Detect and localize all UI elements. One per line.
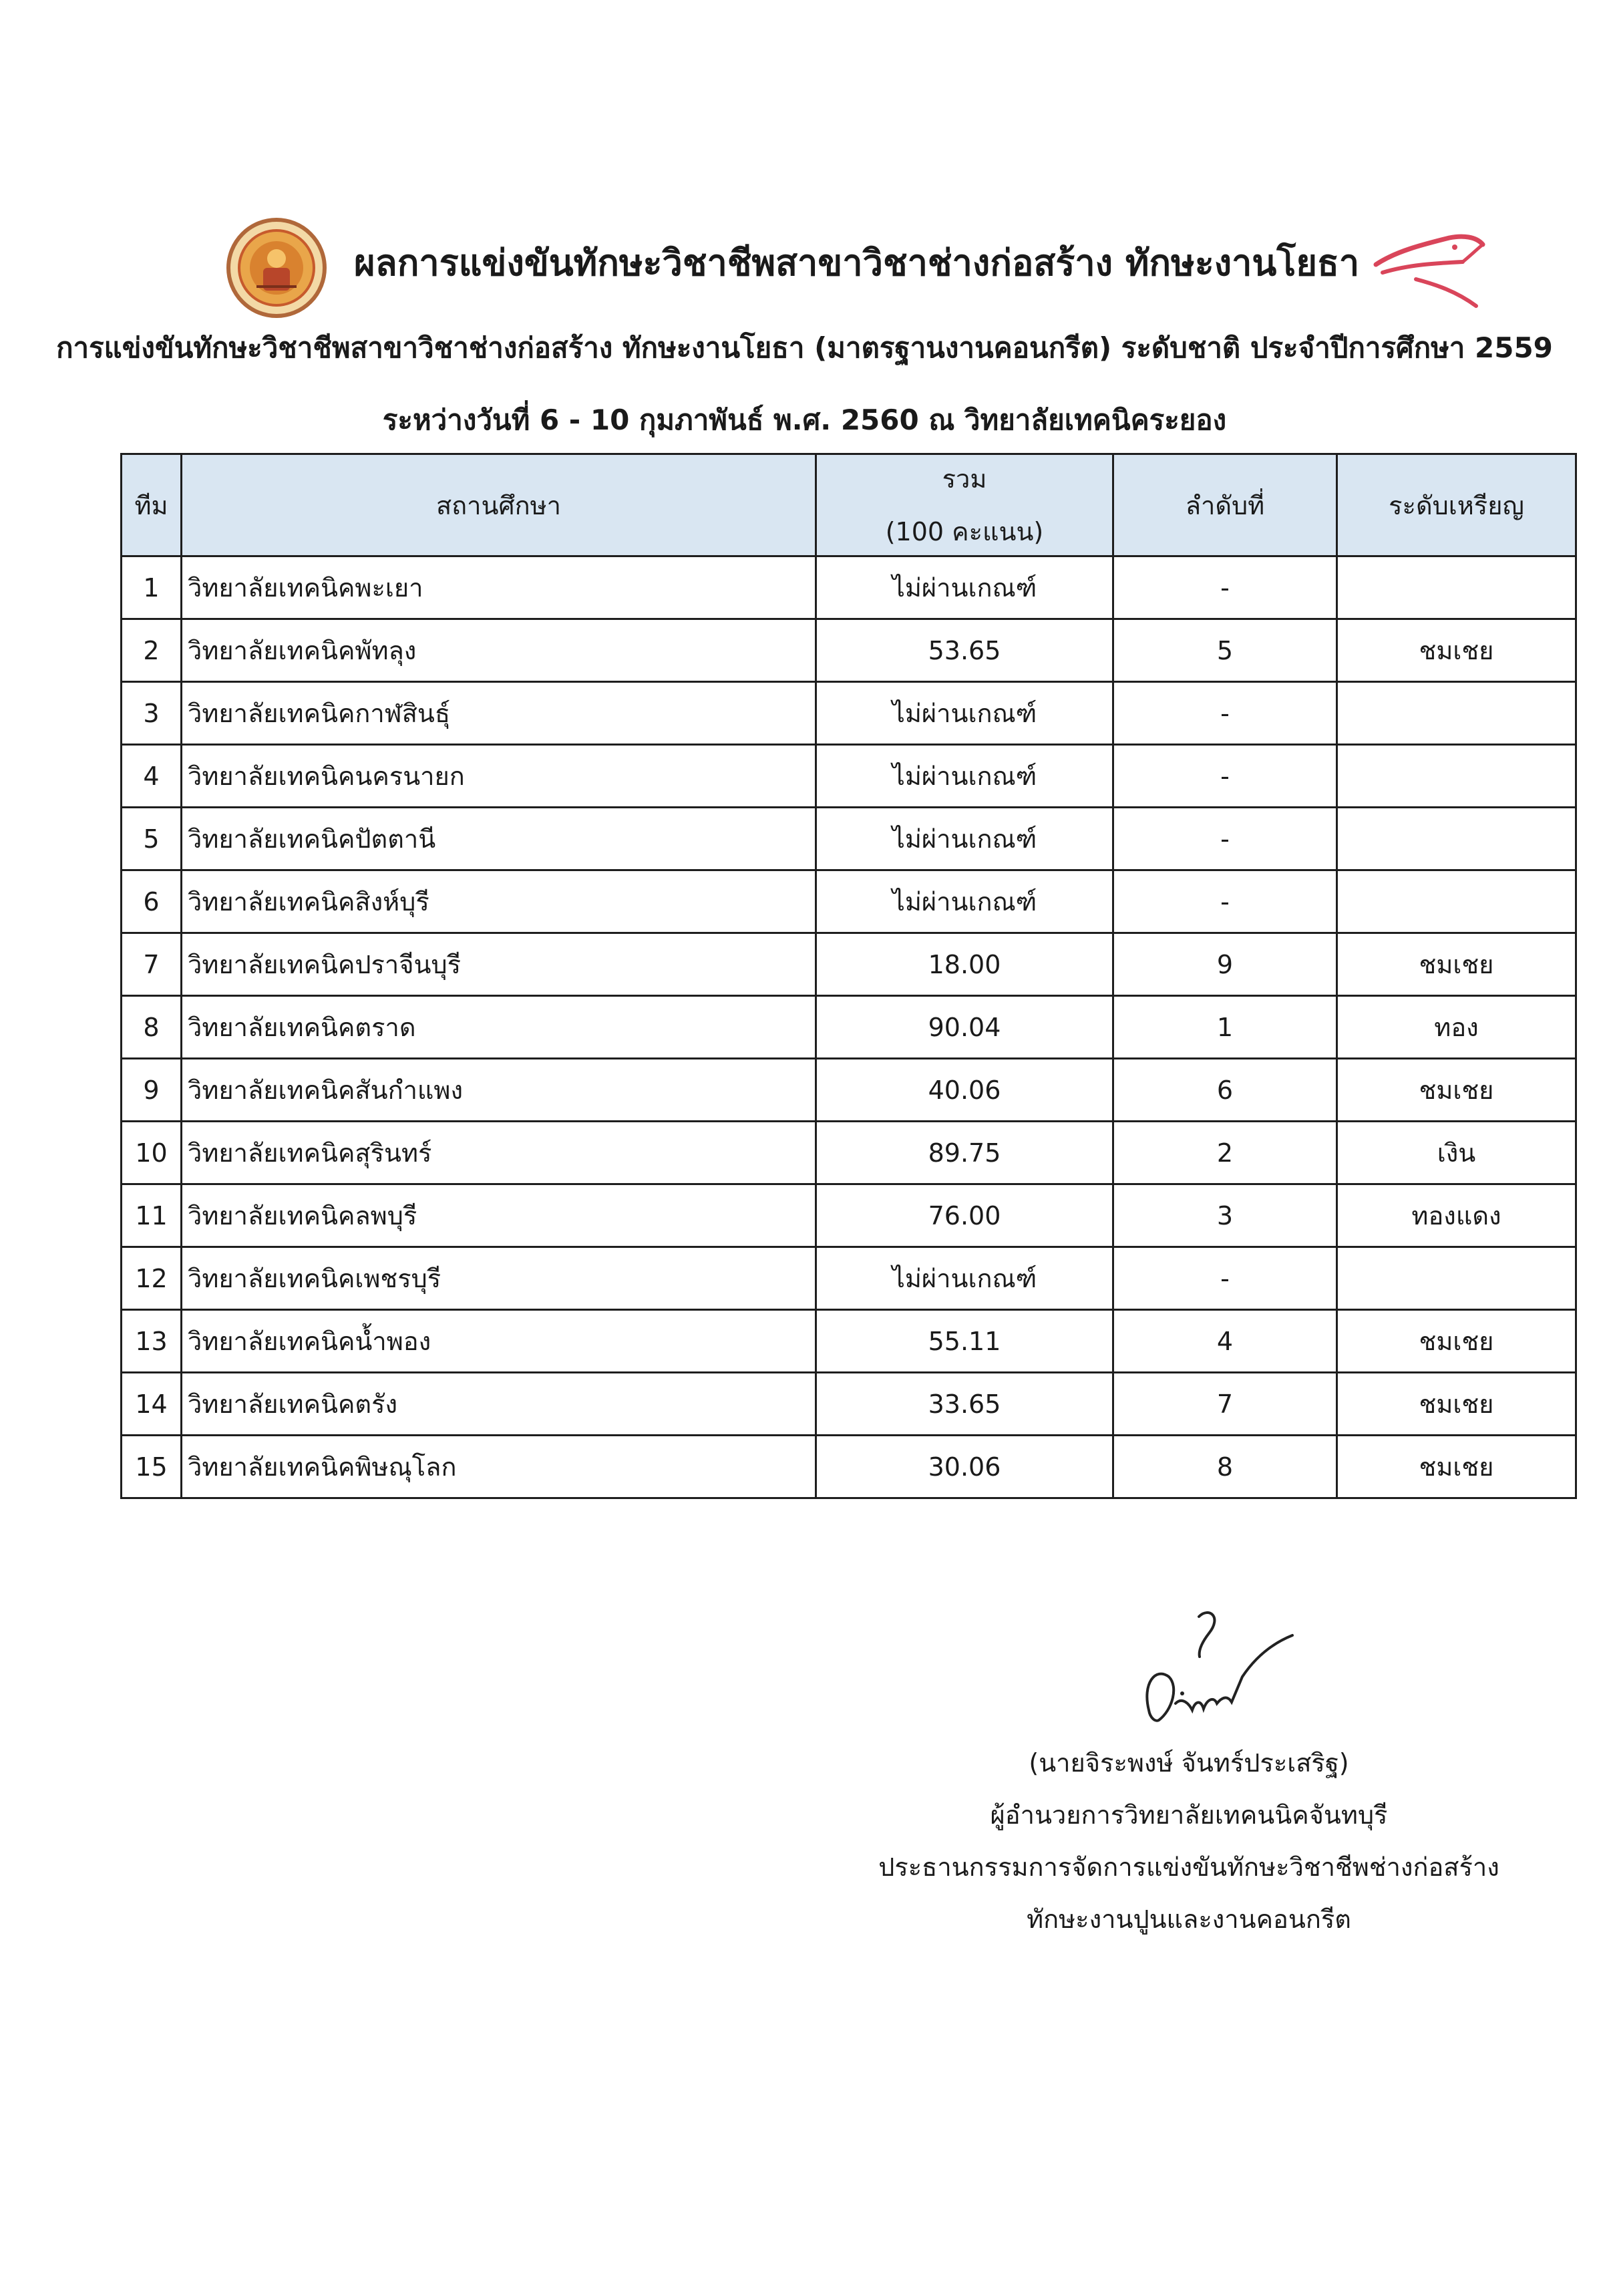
score: 90.04	[816, 996, 1113, 1059]
rank: 8	[1113, 1436, 1337, 1498]
school-name: วิทยาลัยเทคนิคสันกำแพง	[182, 1059, 816, 1122]
table-row	[122, 1059, 1576, 1122]
signer-role-line1: ประธานกรรมการจัดการแข่งขันทักษะวิชาชีพช่างก่อสร้าง	[878, 1852, 1499, 1882]
score: ไม่ผ่านเกณฑ์	[816, 808, 1113, 870]
school-name: วิทยาลัยเทคนิคลพบุรี	[182, 1184, 816, 1247]
rank: -	[1113, 1247, 1337, 1310]
header-team: ทีม	[122, 454, 182, 556]
medal-level: ทองแดง	[1337, 1184, 1576, 1247]
rank: 6	[1113, 1059, 1337, 1122]
medal-level: ทอง	[1337, 996, 1576, 1059]
results-table	[120, 453, 1577, 1499]
page-title: ผลการแข่งขันทักษะวิชาชีพสาขาวิชาช่างก่อสร้าง ทักษะงานโยธา	[354, 242, 1360, 284]
rank: 3	[1113, 1184, 1337, 1247]
rank: 5	[1113, 619, 1337, 682]
rank: 7	[1113, 1373, 1337, 1436]
table-row	[122, 745, 1576, 808]
school-name: วิทยาลัยเทคนิคตราด	[182, 996, 816, 1059]
rank: -	[1113, 870, 1337, 933]
school-name: วิทยาลัยเทคนิคพัทลุง	[182, 619, 816, 682]
medal-level: เงิน	[1337, 1122, 1576, 1184]
school-name: วิทยาลัยเทคนิคพะเยา	[182, 556, 816, 619]
score: 40.06	[816, 1059, 1113, 1122]
signer-name: (นายจิระพงษ์ จันทร์ประเสริฐ)	[1029, 1748, 1349, 1778]
team-number: 4	[122, 745, 182, 808]
rank: -	[1113, 808, 1337, 870]
medal-level	[1337, 808, 1576, 870]
score: ไม่ผ่านเกณฑ์	[816, 1247, 1113, 1310]
team-number: 14	[122, 1373, 182, 1436]
table-header-row	[122, 454, 1576, 556]
score: 55.11	[816, 1310, 1113, 1373]
header-rank: ลำดับที่	[1113, 454, 1337, 556]
handwritten-signature-icon	[1129, 1603, 1302, 1737]
results-body	[122, 556, 1576, 1498]
signer-position: ผู้อำนวยการวิทยาลัยเทคนนิคจันทบุรี	[990, 1800, 1388, 1830]
team-number: 15	[122, 1436, 182, 1498]
school-name: วิทยาลัยเทคนิคนครนายก	[182, 745, 816, 808]
score: 76.00	[816, 1184, 1113, 1247]
medal-level: ชมเชย	[1337, 1436, 1576, 1498]
medal-level: ชมเชย	[1337, 1310, 1576, 1373]
school-name: วิทยาลัยเทคนิคปัตตานี	[182, 808, 816, 870]
table-row	[122, 1436, 1576, 1498]
school-name: วิทยาลัยเทคนิคน้ำพอง	[182, 1310, 816, 1373]
table-row	[122, 1184, 1576, 1247]
table-row	[122, 808, 1576, 870]
table-row	[122, 619, 1576, 682]
team-number: 11	[122, 1184, 182, 1247]
header-total-line1: รวม	[942, 464, 987, 494]
school-name: วิทยาลัยเทคนิคเพชรบุรี	[182, 1247, 816, 1310]
table-row	[122, 1310, 1576, 1373]
school-name: วิทยาลัยเทคนิคตรัง	[182, 1373, 816, 1436]
school-name: วิทยาลัยเทคนิคปราจีนบุรี	[182, 933, 816, 996]
medal-level	[1337, 556, 1576, 619]
team-number: 6	[122, 870, 182, 933]
score: ไม่ผ่านเกณฑ์	[816, 682, 1113, 745]
header-total	[816, 454, 1113, 556]
table-row	[122, 870, 1576, 933]
school-name: วิทยาลัยเทคนิคสุรินทร์	[182, 1122, 816, 1184]
table-row	[122, 1373, 1576, 1436]
signer-role-line2: ทักษะงานปูนและงานคอนกรีต	[1027, 1905, 1351, 1934]
rank: 2	[1113, 1122, 1337, 1184]
table-row	[122, 996, 1576, 1059]
rank: 1	[1113, 996, 1337, 1059]
medal-level	[1337, 682, 1576, 745]
team-number: 5	[122, 808, 182, 870]
medal-level: ชมเชย	[1337, 619, 1576, 682]
competition-subtitle: การแข่งขันทักษะวิชาชีพสาขาวิชาช่างก่อสร้าง ทักษะงานโยธา (มาตรฐานงานคอนกรีต) ระดับชาติ ประจำปีการศึกษา 2559	[56, 331, 1553, 364]
score: 89.75	[816, 1122, 1113, 1184]
team-number: 1	[122, 556, 182, 619]
score: ไม่ผ่านเกณฑ์	[816, 745, 1113, 808]
score: ไม่ผ่านเกณฑ์	[816, 870, 1113, 933]
header-total-line2: (100 คะแนน)	[885, 517, 1044, 546]
medal-level	[1337, 745, 1576, 808]
team-number: 10	[122, 1122, 182, 1184]
score: 18.00	[816, 933, 1113, 996]
team-number: 9	[122, 1059, 182, 1122]
score: ไม่ผ่านเกณฑ์	[816, 556, 1113, 619]
signature-block	[822, 1737, 1556, 1945]
team-number: 12	[122, 1247, 182, 1310]
medal-level: ชมเชย	[1337, 933, 1576, 996]
table-row	[122, 556, 1576, 619]
table-row	[122, 1122, 1576, 1184]
header-school: สถานศึกษา	[182, 454, 816, 556]
school-name: วิทยาลัยเทคนิคพิษณุโลก	[182, 1436, 816, 1498]
competition-date-line: ระหว่างวันที่ 6 - 10 กุมภาพันธ์ พ.ศ. 2560 ณ วิทยาลัยเทคนิคระยอง	[382, 403, 1227, 436]
rank: -	[1113, 682, 1337, 745]
score: 33.65	[816, 1373, 1113, 1436]
medal-level	[1337, 870, 1576, 933]
medal-level: ชมเชย	[1337, 1059, 1576, 1122]
team-number: 8	[122, 996, 182, 1059]
score: 30.06	[816, 1436, 1113, 1498]
school-name: วิทยาลัยเทคนิคสิงห์บุรี	[182, 870, 816, 933]
rank: 4	[1113, 1310, 1337, 1373]
bird-logo-icon	[1369, 224, 1486, 311]
rank: -	[1113, 745, 1337, 808]
header-medal: ระดับเหรียญ	[1337, 454, 1576, 556]
team-number: 2	[122, 619, 182, 682]
rank: -	[1113, 556, 1337, 619]
table-row	[122, 933, 1576, 996]
institution-seal-icon	[226, 217, 327, 319]
school-name: วิทยาลัยเทคนิคกาฬสินธุ์	[182, 682, 816, 745]
table-row	[122, 682, 1576, 745]
medal-level: ชมเชย	[1337, 1373, 1576, 1436]
rank: 9	[1113, 933, 1337, 996]
score: 53.65	[816, 619, 1113, 682]
team-number: 13	[122, 1310, 182, 1373]
team-number: 7	[122, 933, 182, 996]
table-row	[122, 1247, 1576, 1310]
team-number: 3	[122, 682, 182, 745]
medal-level	[1337, 1247, 1576, 1310]
